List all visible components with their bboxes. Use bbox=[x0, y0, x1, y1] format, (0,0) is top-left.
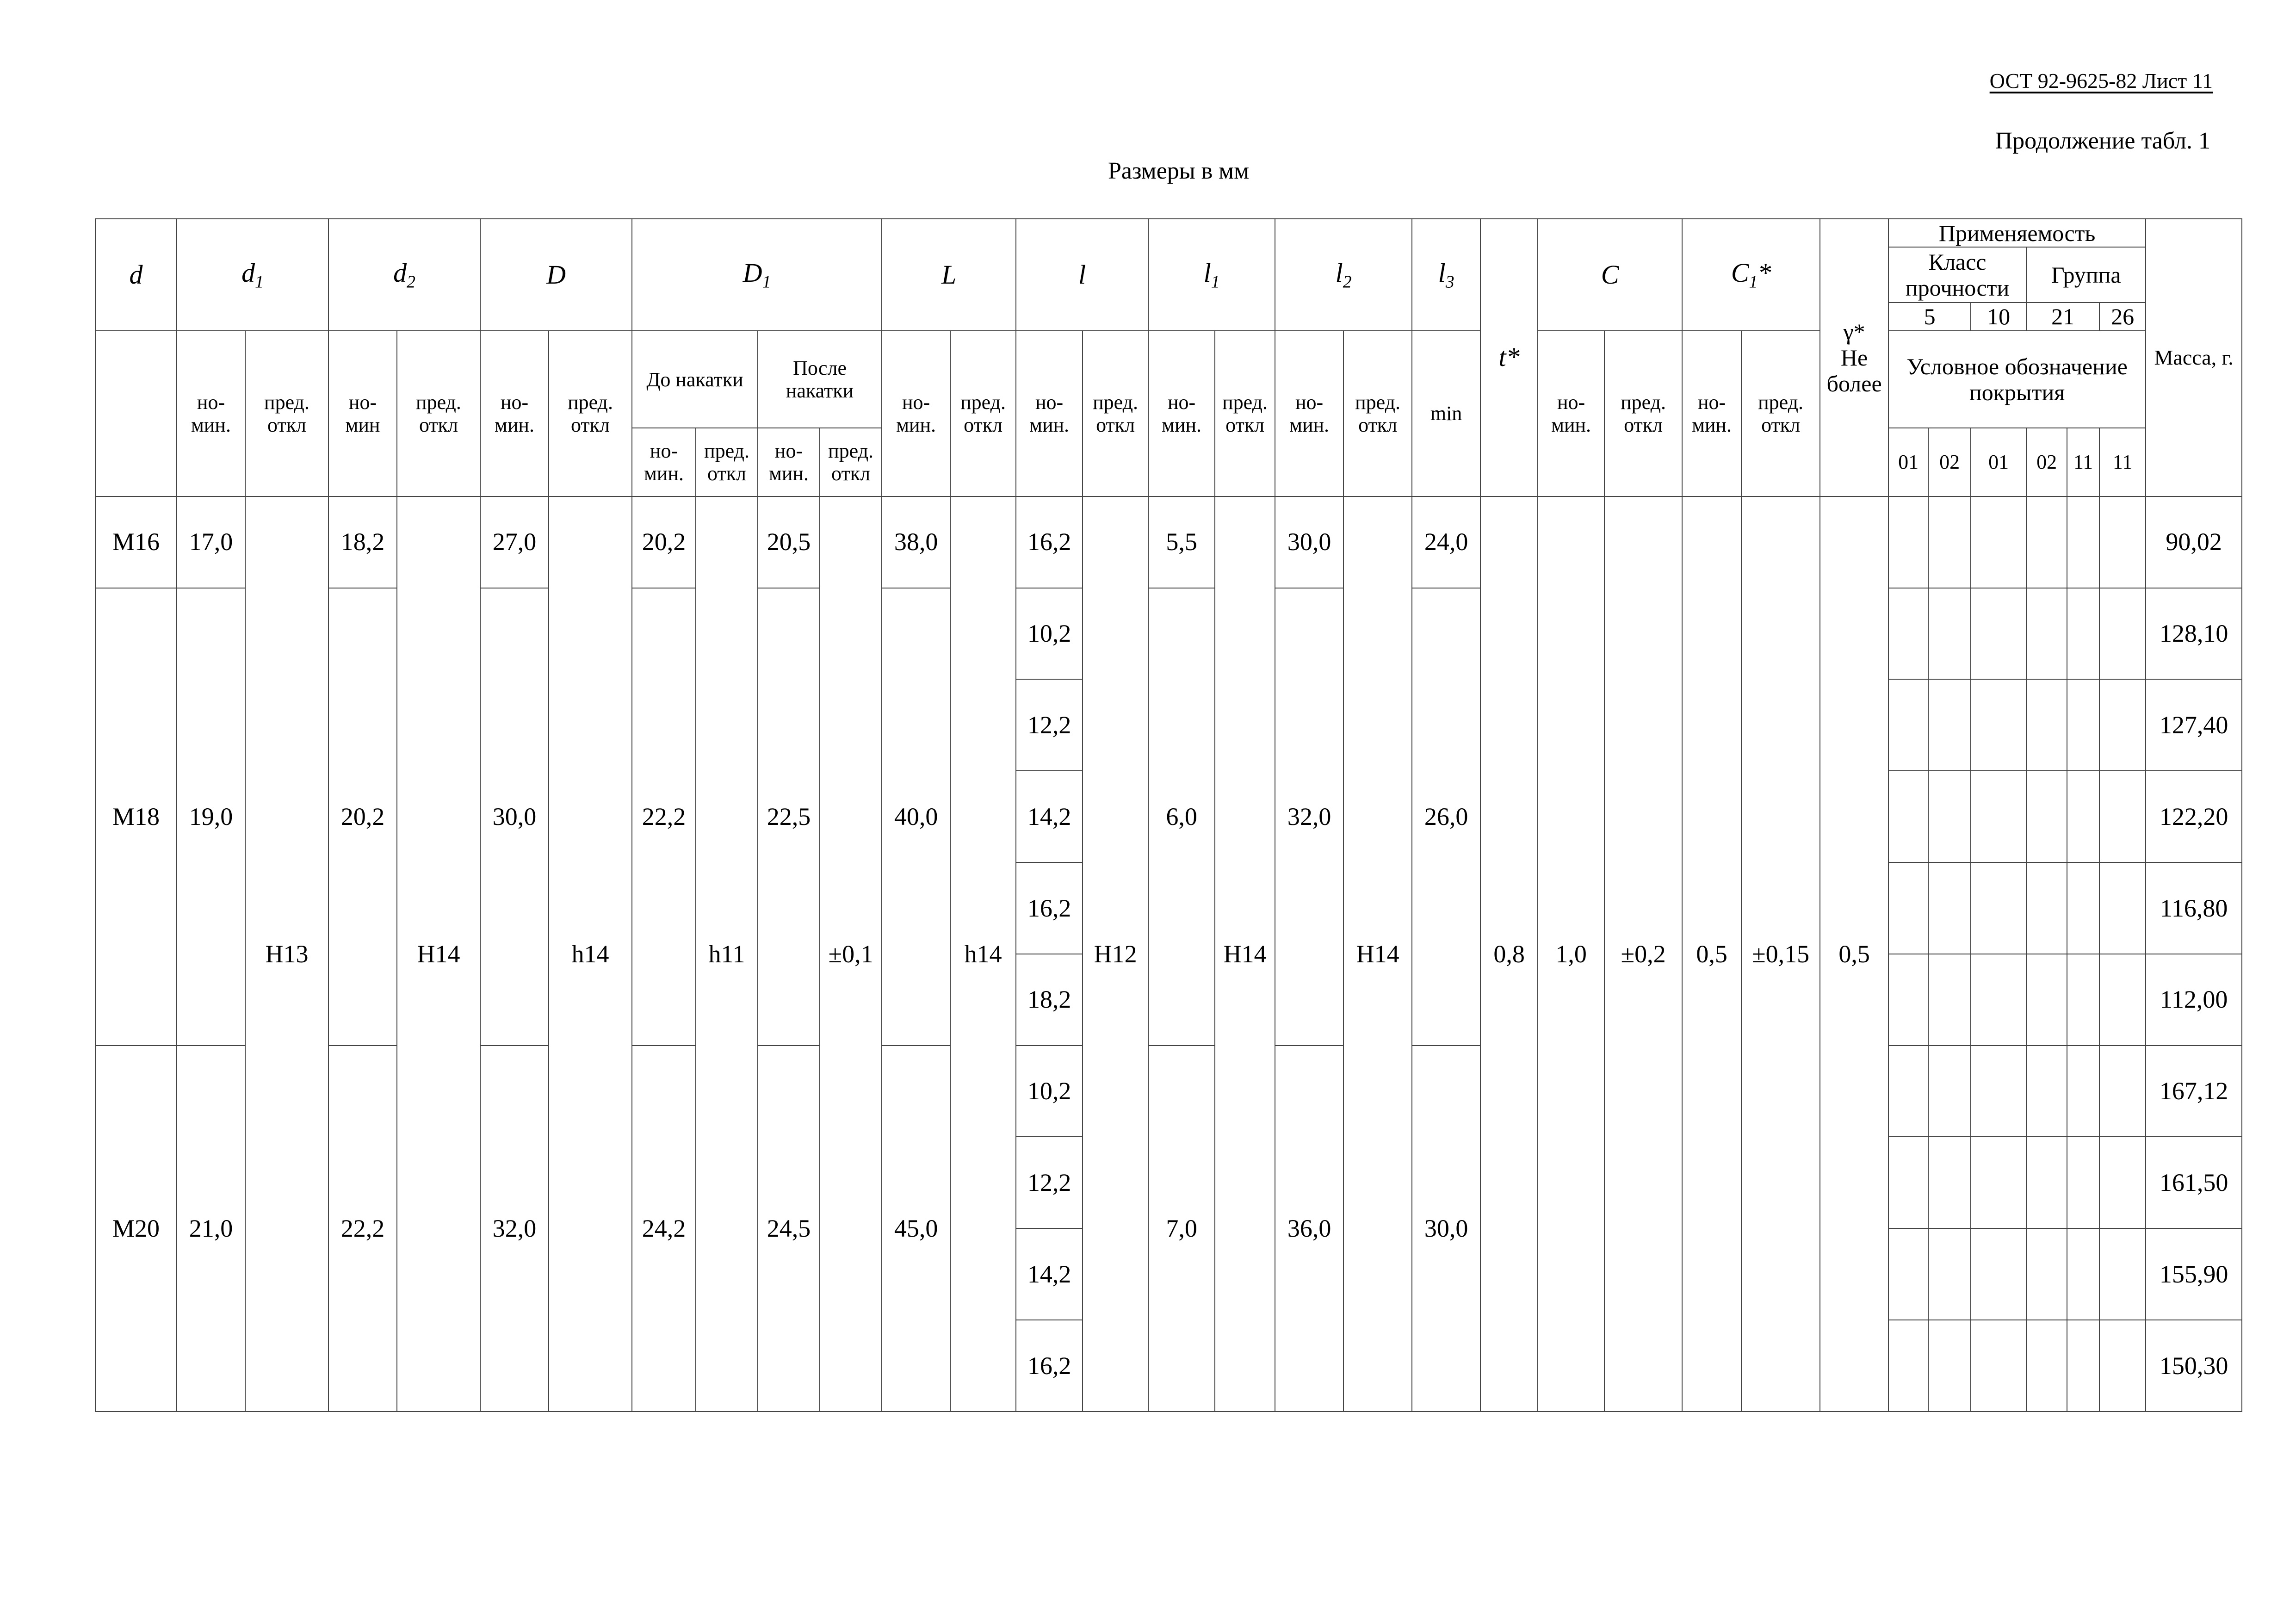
cell-coating bbox=[1888, 588, 1928, 680]
header-C: C bbox=[1538, 219, 1682, 331]
cell-coating bbox=[2067, 1137, 2099, 1228]
cell-d2: 22,2 bbox=[328, 1046, 397, 1412]
cell-l1: 7,0 bbox=[1148, 1046, 1215, 1412]
cell-coating bbox=[2026, 588, 2067, 680]
cell-coating bbox=[1971, 954, 2026, 1046]
cell-D1-after: 20,5 bbox=[758, 496, 820, 588]
header-coating-code: 11 bbox=[2099, 428, 2146, 496]
cell-coating bbox=[1971, 771, 2026, 862]
header-l1: $l_1$ bbox=[1148, 219, 1275, 331]
header-d2: $d_2$ bbox=[328, 219, 480, 331]
cell-coating bbox=[1971, 1046, 2026, 1137]
cell-L: 38,0 bbox=[882, 496, 950, 588]
header-deviation: пред. откл bbox=[1215, 331, 1275, 496]
cell-coating bbox=[2099, 679, 2146, 771]
cell-coating bbox=[1928, 1320, 1971, 1412]
header-deviation: пред. откл bbox=[820, 428, 882, 496]
header-empty bbox=[95, 331, 177, 496]
cell-coating bbox=[2067, 1046, 2099, 1137]
header-deviation: пред. откл bbox=[696, 428, 758, 496]
cell-coating bbox=[2026, 771, 2067, 862]
cell-l: 10,2 bbox=[1016, 588, 1083, 680]
cell-D1-before: 20,2 bbox=[632, 496, 696, 588]
tolerance-l: H12 bbox=[1083, 496, 1148, 1412]
header-strength-class: Класс прочности bbox=[1888, 247, 2026, 303]
header-group-26: 26 bbox=[2099, 303, 2146, 331]
cell-coating bbox=[2099, 954, 2146, 1046]
cell-coating bbox=[1928, 588, 1971, 680]
header-group-21: 21 bbox=[2026, 303, 2099, 331]
cell-l: 14,2 bbox=[1016, 1228, 1083, 1320]
header-deviation: пред. откл bbox=[1741, 331, 1820, 496]
cell-coating bbox=[1888, 1046, 1928, 1137]
table-continuation-label: Продолжение табл. 1 bbox=[1995, 128, 2210, 154]
cell-coating bbox=[2067, 1320, 2099, 1412]
cell-D1-after: 22,5 bbox=[758, 588, 820, 1046]
cell-coating bbox=[1971, 862, 2026, 954]
cell-d1: 17,0 bbox=[177, 496, 245, 588]
tolerance-l1: H14 bbox=[1215, 496, 1275, 1412]
header-nominal: но- мин. bbox=[1275, 331, 1343, 496]
cell-l: 14,2 bbox=[1016, 771, 1083, 862]
header-t: t* bbox=[1480, 219, 1538, 496]
tolerance-l2: H14 bbox=[1343, 496, 1412, 1412]
header-coating-code: 02 bbox=[1928, 428, 1971, 496]
header-deviation: пред. откл bbox=[1604, 331, 1682, 496]
cell-coating bbox=[1928, 1228, 1971, 1320]
cell-coating bbox=[2099, 862, 2146, 954]
cell-L: 40,0 bbox=[882, 588, 950, 1046]
cell-coating bbox=[1928, 771, 1971, 862]
cell-d2: 18,2 bbox=[328, 496, 397, 588]
cell-coating bbox=[2067, 771, 2099, 862]
cell-coating bbox=[1971, 1228, 2026, 1320]
cell-D: 27,0 bbox=[480, 496, 549, 588]
cell-mass: 122,20 bbox=[2146, 771, 2242, 862]
cell-l: 18,2 bbox=[1016, 954, 1083, 1046]
header-deviation: пред. откл bbox=[245, 331, 328, 496]
header-gamma: γ* Не более bbox=[1820, 219, 1888, 496]
cell-mass: 167,12 bbox=[2146, 1046, 2242, 1137]
document-number: ОСТ 92-9625-82 Лист 11 bbox=[1989, 69, 2213, 93]
cell-coating bbox=[2099, 1046, 2146, 1137]
cell-mass: 155,90 bbox=[2146, 1228, 2242, 1320]
dimensions-table bbox=[95, 218, 2242, 1412]
header-d1: $d_1$ bbox=[177, 219, 328, 331]
cell-coating bbox=[1928, 954, 1971, 1046]
cell-coating bbox=[1888, 1228, 1928, 1320]
cell-D1-before: 24,2 bbox=[632, 1046, 696, 1412]
cell-coating bbox=[1928, 1137, 1971, 1228]
header-deviation: пред. откл bbox=[1083, 331, 1148, 496]
cell-coating bbox=[2026, 1137, 2067, 1228]
cell-t: 0,8 bbox=[1480, 496, 1538, 1412]
cell-l3: 24,0 bbox=[1412, 496, 1480, 588]
cell-coating bbox=[2099, 1137, 2146, 1228]
cell-coating bbox=[2099, 771, 2146, 862]
header-nominal: но- мин. bbox=[480, 331, 549, 496]
cell-D: 32,0 bbox=[480, 1046, 549, 1412]
cell-coating bbox=[1888, 1320, 1928, 1412]
header-deviation: пред. откл bbox=[397, 331, 480, 496]
cell-coating bbox=[2099, 1228, 2146, 1320]
cell-coating bbox=[2026, 679, 2067, 771]
units-caption: Размеры в мм bbox=[1108, 158, 1250, 184]
header-d: d bbox=[95, 219, 177, 331]
header-min: min bbox=[1412, 331, 1480, 496]
header-deviation: пред. откл bbox=[1343, 331, 1412, 496]
cell-C-nominal: 1,0 bbox=[1538, 496, 1604, 1412]
cell-l2: 36,0 bbox=[1275, 1046, 1343, 1412]
cell-mass: 116,80 bbox=[2146, 862, 2242, 954]
cell-l: 16,2 bbox=[1016, 1320, 1083, 1412]
cell-coating bbox=[2067, 954, 2099, 1046]
cell-D: 30,0 bbox=[480, 588, 549, 1046]
cell-C1-nominal: 0,5 bbox=[1682, 496, 1741, 1412]
header-mass: Масса, г. bbox=[2146, 219, 2242, 496]
cell-coating bbox=[2026, 1046, 2067, 1137]
header-coating-code: 02 bbox=[2026, 428, 2067, 496]
tolerance-L: h14 bbox=[950, 496, 1016, 1412]
cell-d: M20 bbox=[95, 1046, 177, 1412]
cell-mass: 161,50 bbox=[2146, 1137, 2242, 1228]
cell-l: 12,2 bbox=[1016, 1137, 1083, 1228]
header-deviation: пред. откл bbox=[950, 331, 1016, 496]
cell-gamma: 0,5 bbox=[1820, 496, 1888, 1412]
cell-mass: 90,02 bbox=[2146, 496, 2242, 588]
cell-coating bbox=[2067, 679, 2099, 771]
cell-coating bbox=[2099, 496, 2146, 588]
cell-coating bbox=[1971, 679, 2026, 771]
cell-coating bbox=[1971, 588, 2026, 680]
tolerance-d1: H13 bbox=[245, 496, 328, 1412]
cell-d: M16 bbox=[95, 496, 177, 588]
header-nominal: но- мин. bbox=[1538, 331, 1604, 496]
cell-mass: 128,10 bbox=[2146, 588, 2242, 680]
cell-coating bbox=[1928, 679, 1971, 771]
cell-l2: 32,0 bbox=[1275, 588, 1343, 1046]
header-coating-code: 01 bbox=[1888, 428, 1928, 496]
cell-D1-after: 24,5 bbox=[758, 1046, 820, 1412]
header-l3: $l_3$ bbox=[1412, 219, 1480, 331]
cell-l: 16,2 bbox=[1016, 496, 1083, 588]
cell-d2: 20,2 bbox=[328, 588, 397, 1046]
cell-L: 45,0 bbox=[882, 1046, 950, 1412]
cell-coating bbox=[2099, 588, 2146, 680]
header-coating-code: 01 bbox=[1971, 428, 2026, 496]
cell-coating bbox=[1928, 1046, 1971, 1137]
header-before-rolling: До накатки bbox=[632, 331, 758, 428]
cell-mass: 150,30 bbox=[2146, 1320, 2242, 1412]
header-nominal: но- мин. bbox=[1148, 331, 1215, 496]
cell-coating bbox=[2067, 496, 2099, 588]
cell-coating bbox=[2026, 1228, 2067, 1320]
header-nominal: но- мин. bbox=[758, 428, 820, 496]
cell-d1: 21,0 bbox=[177, 1046, 245, 1412]
tolerance-D1-after: ±0,1 bbox=[820, 496, 882, 1412]
cell-coating bbox=[2099, 1320, 2146, 1412]
cell-coating bbox=[1888, 771, 1928, 862]
cell-l: 12,2 bbox=[1016, 679, 1083, 771]
header-class-5: 5 bbox=[1888, 303, 1971, 331]
header-L: L bbox=[882, 219, 1016, 331]
header-nominal: но- мин bbox=[328, 331, 397, 496]
header-nominal: но- мин. bbox=[177, 331, 245, 496]
cell-coating bbox=[2026, 1320, 2067, 1412]
cell-coating bbox=[1888, 954, 1928, 1046]
cell-coating bbox=[1971, 496, 2026, 588]
cell-coating bbox=[1928, 862, 1971, 954]
cell-l1: 5,5 bbox=[1148, 496, 1215, 588]
cell-C-deviation: ±0,2 bbox=[1604, 496, 1682, 1412]
cell-coating bbox=[1928, 496, 1971, 588]
cell-l3: 30,0 bbox=[1412, 1046, 1480, 1412]
header-C1: $C_1*$ bbox=[1682, 219, 1820, 331]
tolerance-D1-before: h11 bbox=[696, 496, 758, 1412]
header-l2: $l_2$ bbox=[1275, 219, 1412, 331]
header-nominal: но- мин. bbox=[1682, 331, 1741, 496]
header-D: D bbox=[480, 219, 632, 331]
tolerance-d2: H14 bbox=[397, 496, 480, 1412]
cell-coating bbox=[2026, 954, 2067, 1046]
cell-mass: 127,40 bbox=[2146, 679, 2242, 771]
header-l: l bbox=[1016, 219, 1148, 331]
cell-d: M18 bbox=[95, 588, 177, 1046]
tolerance-D: h14 bbox=[549, 496, 632, 1412]
cell-D1-before: 22,2 bbox=[632, 588, 696, 1046]
header-deviation: пред. откл bbox=[549, 331, 632, 496]
header-nominal: но- мин. bbox=[882, 331, 950, 496]
cell-l3: 26,0 bbox=[1412, 588, 1480, 1046]
header-applicability: Применяемость bbox=[1888, 219, 2146, 247]
cell-coating bbox=[1888, 862, 1928, 954]
header-class-10: 10 bbox=[1971, 303, 2026, 331]
header-coating: Условное обозначение покрытия bbox=[1888, 331, 2146, 428]
cell-coating bbox=[1971, 1320, 2026, 1412]
cell-mass: 112,00 bbox=[2146, 954, 2242, 1046]
header-nominal: но- мин. bbox=[632, 428, 696, 496]
header-D1: $D_1$ bbox=[632, 219, 882, 331]
header-after-rolling: После накатки bbox=[758, 331, 882, 428]
cell-l1: 6,0 bbox=[1148, 588, 1215, 1046]
cell-l: 16,2 bbox=[1016, 862, 1083, 954]
cell-coating bbox=[1888, 496, 1928, 588]
header-group: Группа bbox=[2026, 247, 2146, 303]
cell-coating bbox=[2067, 1228, 2099, 1320]
cell-l2: 30,0 bbox=[1275, 496, 1343, 588]
cell-coating bbox=[2026, 862, 2067, 954]
cell-d1: 19,0 bbox=[177, 588, 245, 1046]
cell-l: 10,2 bbox=[1016, 1046, 1083, 1137]
cell-coating bbox=[1888, 1137, 1928, 1228]
cell-coating bbox=[1888, 679, 1928, 771]
cell-coating bbox=[2067, 862, 2099, 954]
cell-coating bbox=[1971, 1137, 2026, 1228]
cell-C1-deviation: ±0,15 bbox=[1741, 496, 1820, 1412]
header-nominal: но- мин. bbox=[1016, 331, 1083, 496]
cell-coating bbox=[2026, 496, 2067, 588]
header-coating-code: 11 bbox=[2067, 428, 2099, 496]
cell-coating bbox=[2067, 588, 2099, 680]
